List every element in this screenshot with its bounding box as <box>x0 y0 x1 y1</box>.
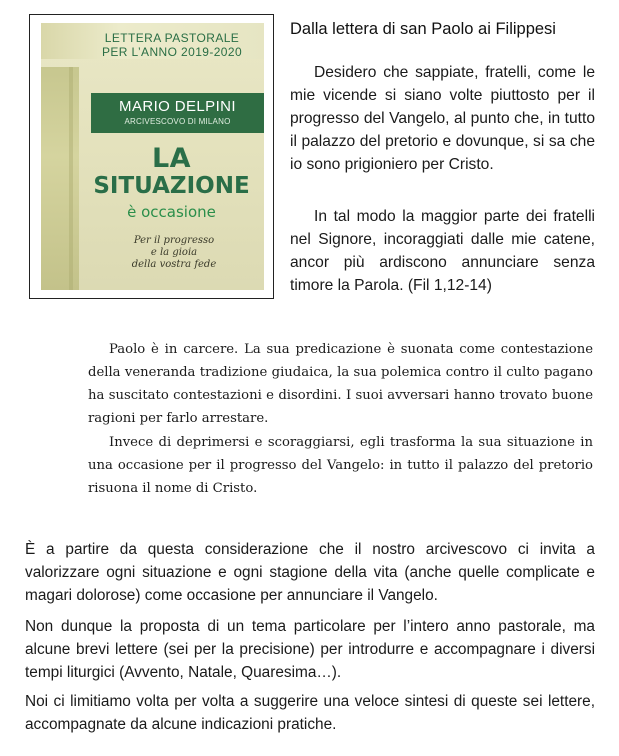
cover-series-line2: PER L’ANNO 2019-2020 <box>101 45 243 59</box>
cover-series-label <box>87 31 257 59</box>
excerpt-paragraph-1: Desidero che sappiate, fratelli, come le mie vicende si siano volte piuttosto per il progresso del Vangelo, al punto che, in tutto il palazzo del pretorio e dovunque, si sa che io sono prigioniero per Cristo. <box>290 64 595 173</box>
excerpt-heading: Dalla lettera di san Paolo ai Filippesi <box>290 20 556 38</box>
cover-author-role: ARCIVESCOVO DI MILANO <box>124 117 231 126</box>
excerpt-paragraph-2: In tal modo la maggior parte dei fratelli nel Signore, incoraggiati dalle mie catene, ancor più ardiscono annunciare senza timore la Parola. (Fil 1,12-14) <box>290 208 595 294</box>
cover-series-line1: LETTERA PASTORALE <box>104 31 240 45</box>
body-paragraph-2: Non dunque la proposta di un tema particolare per l’intero anno pastorale, ma alcune brevi lettere (sei per la precisione) per introdurre e accompagnare i diversi tempi liturgici (Avvento, Natale, Quaresima…). <box>25 618 595 681</box>
cover-title-line1: LA <box>151 143 192 174</box>
book-cover-artwork <box>41 23 264 290</box>
body-paragraph-1: È a partire da questa considerazione che il nostro arcivescovo ci invita a valorizzare ogni situazione e ogni stagione della vita (anche quelle complicate e magari dolorose) come occasione per annunciare il Vangelo. <box>25 541 595 604</box>
book-cover <box>29 14 274 299</box>
body-paragraph-3: Noi ci limitiamo volta per volta a suggerire una veloce sintesi di queste sei lettere, accompagnate da alcune indicazioni pratiche. <box>25 693 595 733</box>
cover-subtitle: è occasione <box>127 203 216 221</box>
commentary-paragraph-2: Invece di deprimersi e scoraggiarsi, egli trasforma la sua situazione in una occasione per il progresso del Vangelo: in tutto il palazzo del pretorio risuona il nome di Cristo. <box>88 435 593 496</box>
cover-side-band <box>41 67 79 290</box>
cover-title-line2: SITUAZIONE <box>93 173 250 199</box>
commentary-paragraph-1: Paolo è in carcere. La sua predicazione è suonata come contestazione della veneranda tradizione giudaica, la sua polemica contro il culto pagano ha suscitato contestazioni e disordini. I suoi avversari hanno trovato buone ragioni per farlo arrestare. <box>88 342 593 426</box>
cover-author-box <box>91 93 264 133</box>
cover-author: MARIO DELPINI <box>119 98 236 115</box>
cover-tagline: Per il progresso e la gioia della vostra fede <box>131 235 217 270</box>
